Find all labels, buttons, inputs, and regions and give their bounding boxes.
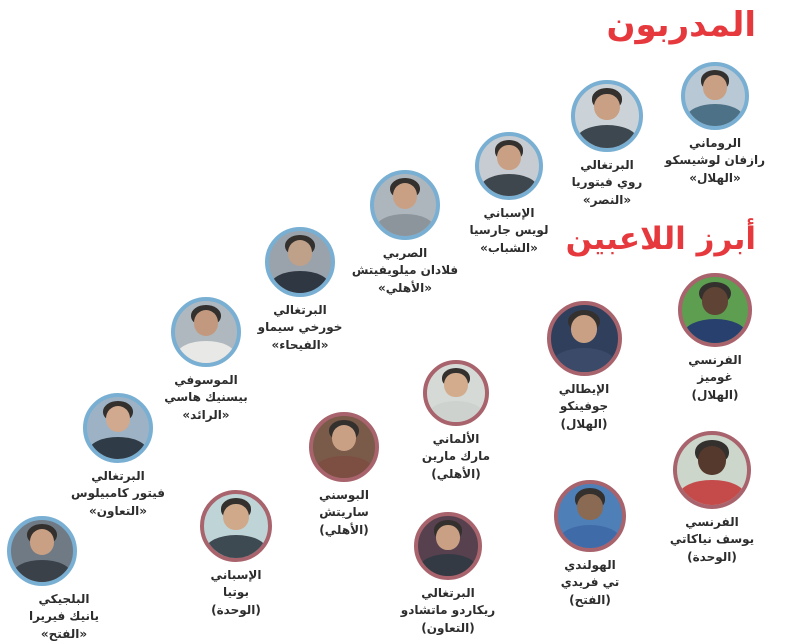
- person-silhouette-face: [577, 494, 603, 521]
- person-silhouette-torso: [481, 174, 537, 200]
- person-nationality: الموسوفي: [174, 373, 238, 387]
- person-nationality: الفرنسي: [685, 515, 739, 529]
- person-name: بوتيا: [223, 585, 249, 600]
- person-club: «الفتح»: [40, 626, 88, 641]
- person-photo: [554, 480, 626, 552]
- person-silhouette-face: [194, 310, 219, 336]
- person-name: بيسنيك هاسي: [164, 390, 248, 405]
- players-section-title: أبرز اللاعبين: [565, 221, 756, 257]
- person-name: يوسف نياكاتي: [669, 532, 755, 547]
- person-silhouette-face: [436, 525, 460, 550]
- person-silhouette-face: [106, 406, 131, 432]
- person-nationality: الهولندي: [564, 558, 616, 572]
- person-silhouette-face: [332, 425, 357, 451]
- person-silhouette-torso: [687, 104, 743, 130]
- person-nationality: الإسباني: [210, 568, 262, 582]
- person-label: [0, 591, 139, 643]
- person-club: «التعاون»: [88, 503, 147, 518]
- person-club: (الأهلي): [431, 466, 481, 481]
- person-label: [373, 585, 523, 637]
- coaches-section-title: المدربون: [606, 5, 756, 45]
- person-silhouette-torso: [577, 125, 637, 152]
- person-nationality: البلجيكي: [38, 592, 90, 606]
- person-label: [509, 381, 659, 433]
- person-name: ريكاردو ماتشادو: [400, 603, 496, 618]
- person-silhouette-torso: [679, 480, 745, 509]
- person-club: «الأهلي»: [378, 280, 432, 295]
- person-club: «الشباب»: [480, 240, 538, 255]
- person-silhouette-face: [393, 183, 418, 209]
- person-silhouette-face: [698, 446, 726, 475]
- person-silhouette-face: [702, 287, 728, 315]
- person-nationality: الإيطالي: [558, 382, 610, 396]
- person-silhouette-torso: [420, 554, 476, 580]
- person-entry: [640, 273, 790, 404]
- person-name: مارك مارين: [421, 449, 491, 464]
- person-name: لويس جارسيا: [469, 223, 549, 238]
- person-label: [637, 514, 787, 566]
- person-nationality: الفرنسي: [688, 353, 742, 367]
- person-photo: [681, 62, 749, 130]
- person-photo: [200, 490, 272, 562]
- person-name: فيتور كامبيلوس: [71, 486, 165, 501]
- person-silhouette-torso: [206, 535, 266, 562]
- person-club: (الهلال): [560, 416, 608, 431]
- person-nationality: الروماني: [688, 136, 742, 150]
- person-photo: [83, 393, 153, 463]
- person-name: فلادان ميلويفيتش: [351, 263, 459, 278]
- person-entry: [373, 512, 523, 637]
- person-nationality: البرتغالي: [273, 303, 327, 317]
- person-nationality: البرتغالي: [91, 469, 145, 483]
- person-entry: [637, 431, 787, 566]
- person-photo: [547, 301, 622, 376]
- person-name: غوميز: [697, 370, 733, 385]
- person-club: «الفيحاء»: [271, 337, 329, 352]
- person-nationality: الألماني: [432, 432, 480, 446]
- person-silhouette-torso: [560, 525, 620, 552]
- person-silhouette-face: [497, 145, 521, 170]
- person-label: [640, 352, 790, 404]
- person-club: «الهلال»: [689, 170, 741, 185]
- person-name: روي فيتوريا: [571, 175, 643, 190]
- person-photo: [265, 227, 335, 297]
- person-silhouette-torso: [177, 341, 235, 367]
- person-photo: [414, 512, 482, 580]
- person-club: (الهلال): [691, 387, 739, 402]
- person-silhouette-torso: [376, 214, 434, 240]
- person-name: ساريتش: [319, 505, 369, 520]
- person-name: تي فريدي: [560, 575, 620, 590]
- person-silhouette-face: [703, 75, 727, 100]
- person-club: (الوحدة): [687, 549, 737, 564]
- person-silhouette-torso: [684, 319, 746, 347]
- person-nationality: الإسباني: [483, 206, 535, 220]
- person-club: (الوحدة): [211, 602, 261, 617]
- person-club: «النصر»: [582, 192, 632, 207]
- person-silhouette-torso: [13, 560, 71, 586]
- person-photo: [7, 516, 77, 586]
- person-silhouette-torso: [315, 456, 373, 482]
- person-photo: [673, 431, 751, 509]
- person-name: رازفان لوشيسكو: [664, 153, 766, 168]
- person-silhouette-torso: [429, 401, 484, 426]
- person-silhouette-face: [223, 504, 249, 531]
- person-entry: [161, 490, 311, 619]
- person-photo: [678, 273, 752, 347]
- person-name: خورخي سيماو: [257, 320, 343, 335]
- person-club: «الرائد»: [182, 407, 230, 422]
- person-club: (الأهلي): [319, 522, 369, 537]
- person-silhouette-torso: [89, 437, 147, 463]
- person-photo: [309, 412, 379, 482]
- person-silhouette-torso: [553, 348, 616, 376]
- person-name: يانيك فيريرا: [28, 609, 100, 624]
- person-nationality: البوسني: [319, 488, 369, 502]
- person-silhouette-face: [444, 373, 467, 397]
- person-nationality: البرتغالي: [580, 158, 634, 172]
- person-photo: [423, 360, 489, 426]
- person-silhouette-face: [571, 315, 598, 343]
- person-name: جوفينكو: [559, 399, 609, 414]
- person-entry: [509, 301, 659, 433]
- person-photo: [370, 170, 440, 240]
- person-club: (الفتح): [569, 592, 611, 607]
- person-entry: [0, 516, 117, 643]
- person-nationality: الصربي: [382, 246, 428, 260]
- person-label: [161, 567, 311, 619]
- person-club: (التعاون): [421, 620, 475, 635]
- person-photo: [171, 297, 241, 367]
- person-silhouette-face: [30, 529, 55, 555]
- person-silhouette-torso: [271, 271, 329, 297]
- person-photo: [475, 132, 543, 200]
- person-silhouette-face: [594, 94, 620, 121]
- person-nationality: البرتغالي: [421, 586, 475, 600]
- person-silhouette-face: [288, 240, 313, 266]
